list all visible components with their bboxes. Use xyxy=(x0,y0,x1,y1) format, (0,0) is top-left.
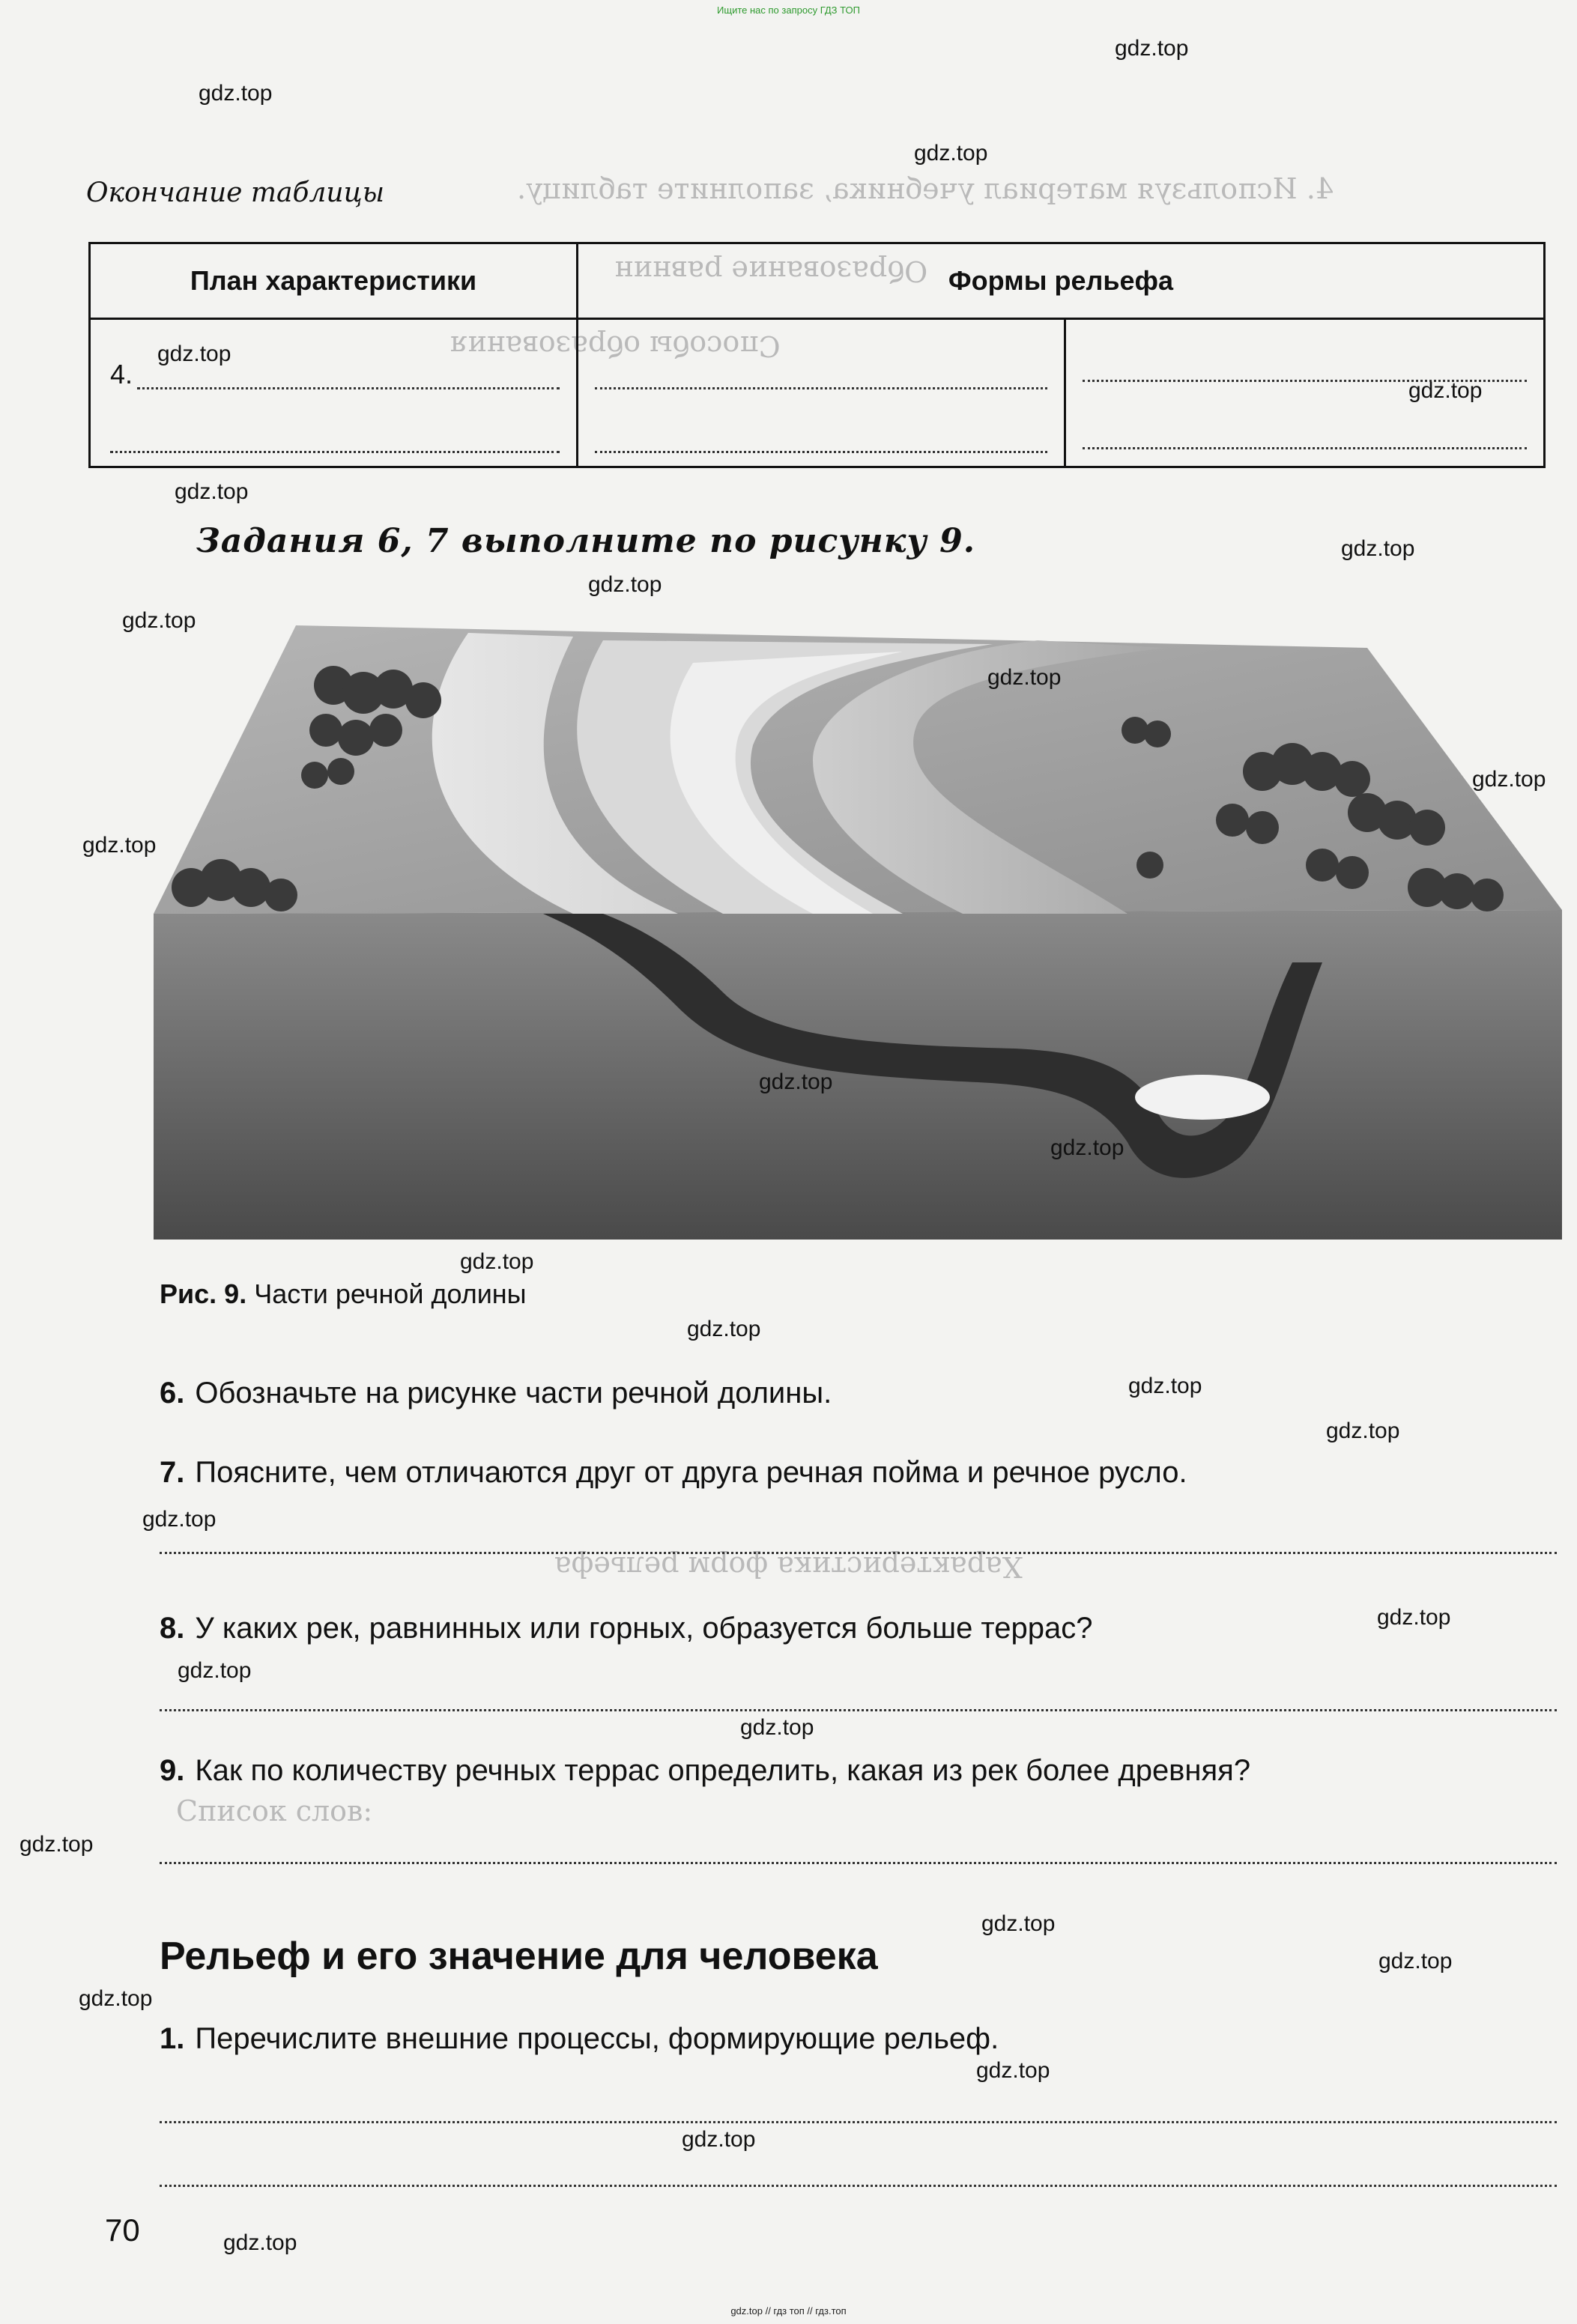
watermark-text[interactable]: gdz.top xyxy=(981,1911,1056,1936)
watermark-text[interactable]: gdz.top xyxy=(1128,1374,1202,1398)
watermark-text[interactable]: gdz.top xyxy=(740,1715,814,1740)
question-text: Как по количеству речных террас определить, какая из рек более древняя? xyxy=(195,1754,1251,1787)
bleed-text-5: Список слов: xyxy=(176,1794,373,1827)
question-6 xyxy=(160,1377,832,1410)
page-number: 70 xyxy=(105,2212,140,2248)
watermark-text[interactable]: gdz.top xyxy=(1408,378,1483,403)
table-row-label: 4. xyxy=(110,359,133,389)
question-number: 8. xyxy=(160,1612,185,1645)
watermark-text[interactable]: gdz.top xyxy=(175,479,249,504)
search-hint[interactable]: Ищите нас по запросу ГДЗ ТОП xyxy=(717,4,860,16)
table-header-plan: План характеристики xyxy=(90,243,578,319)
question-text: Перечислите внешние процессы, формирующие рельеф. xyxy=(195,2022,999,2055)
footer-links[interactable]: gdz.top // гдз топ // гдз.топ xyxy=(730,2305,847,2317)
watermark-text[interactable]: gdz.top xyxy=(682,2127,756,2152)
section-question-1 xyxy=(160,2022,999,2056)
question-number: 9. xyxy=(160,1754,185,1787)
question-text: Поясните, чем отличаются друг от друга речная пойма и речное русло. xyxy=(195,1456,1187,1489)
answer-line[interactable] xyxy=(1083,447,1527,449)
watermark-text[interactable]: gdz.top xyxy=(976,2058,1050,2083)
river-valley-figure xyxy=(154,618,1573,1251)
bleed-text-3: Способы образования xyxy=(450,330,781,362)
answer-line[interactable] xyxy=(137,387,560,389)
watermark-text[interactable]: gdz.top xyxy=(1377,1605,1451,1630)
question-number: 6. xyxy=(160,1377,185,1410)
answer-line[interactable] xyxy=(160,2185,1557,2187)
bleed-text-4: Характеристика форм рельефа xyxy=(554,1550,1023,1583)
section-title: Рельеф и его значение для человека xyxy=(160,1935,878,1978)
question-number: 1. xyxy=(160,2022,185,2055)
answer-line[interactable] xyxy=(110,451,560,453)
tasks-heading: Задания 6, 7 выполните по рисунку 9. xyxy=(196,522,976,560)
characteristics-table xyxy=(88,242,1546,468)
table-cell-form1 xyxy=(578,319,1065,467)
watermark-text[interactable]: gdz.top xyxy=(79,1986,153,2011)
watermark-text[interactable]: gdz.top xyxy=(199,81,273,106)
river-water xyxy=(1135,1075,1270,1120)
watermark-text[interactable]: gdz.top xyxy=(1050,1135,1125,1160)
figure-caption xyxy=(160,1278,527,1310)
watermark-text[interactable]: gdz.top xyxy=(460,1249,534,1274)
table-caption: Окончание таблицы xyxy=(86,178,385,208)
watermark-text[interactable]: gdz.top xyxy=(1341,536,1415,561)
watermark-text[interactable]: gdz.top xyxy=(223,2230,297,2255)
bleed-text-2: Образование равнин xyxy=(614,255,928,288)
watermark-text[interactable]: gdz.top xyxy=(142,1507,217,1532)
table-header-relief-forms: Формы рельефа xyxy=(578,243,1545,319)
watermark-text[interactable]: gdz.top xyxy=(588,572,662,597)
watermark-text[interactable]: gdz.top xyxy=(987,665,1062,690)
cross-section xyxy=(154,910,1562,1240)
answer-line[interactable] xyxy=(160,1862,1557,1864)
watermark-text[interactable]: gdz.top xyxy=(82,833,157,858)
question-8 xyxy=(160,1612,1093,1645)
answer-line[interactable] xyxy=(595,451,1047,453)
answer-line[interactable] xyxy=(595,387,1047,389)
question-7 xyxy=(160,1456,1187,1490)
answer-line[interactable] xyxy=(160,2121,1557,2123)
watermark-text[interactable]: gdz.top xyxy=(157,342,231,366)
watermark-text[interactable]: gdz.top xyxy=(19,1832,94,1857)
watermark-text[interactable]: gdz.top xyxy=(759,1070,833,1094)
bleed-text-1: 4. Используя материал учебника, заполните таблицу. xyxy=(517,172,1334,205)
figure-caption-label: Рис. 9. xyxy=(160,1278,247,1309)
watermark-text[interactable]: gdz.top xyxy=(1115,36,1189,61)
watermark-text[interactable]: gdz.top xyxy=(178,1658,252,1683)
answer-line[interactable] xyxy=(160,1552,1557,1554)
watermark-text[interactable]: gdz.top xyxy=(1472,767,1546,792)
watermark-text[interactable]: gdz.top xyxy=(1326,1419,1400,1443)
question-9 xyxy=(160,1754,1250,1788)
answer-line[interactable] xyxy=(160,1709,1557,1711)
question-number: 7. xyxy=(160,1456,185,1489)
watermark-text[interactable]: gdz.top xyxy=(687,1317,761,1341)
question-text: Обозначьте на рисунке части речной долины. xyxy=(195,1377,832,1410)
watermark-text[interactable]: gdz.top xyxy=(914,141,988,166)
watermark-text[interactable]: gdz.top xyxy=(122,608,196,633)
question-text: У каких рек, равнинных или горных, образуется больше террас? xyxy=(195,1612,1093,1645)
watermark-text[interactable]: gdz.top xyxy=(1378,1949,1453,1973)
figure-caption-text: Части речной долины xyxy=(254,1278,527,1309)
